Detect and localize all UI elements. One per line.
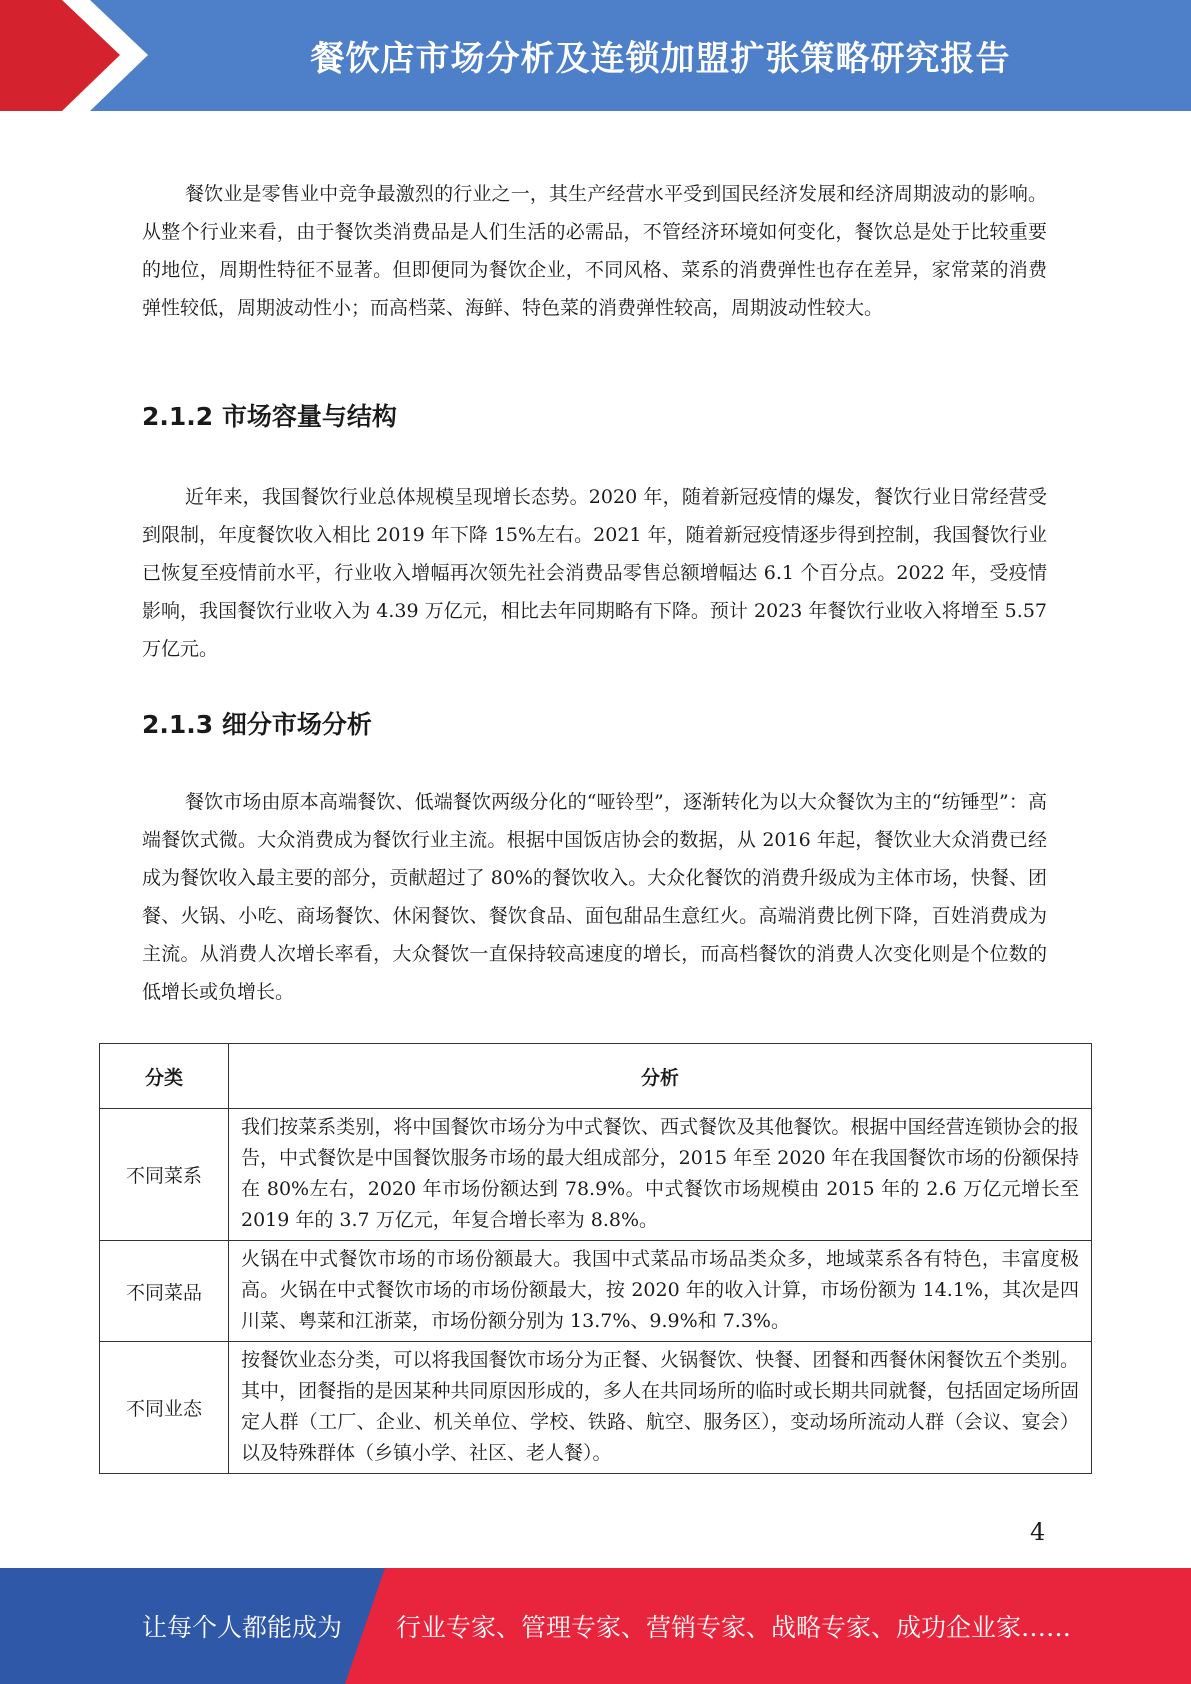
- table-cell-category: 不同业态: [100, 1342, 229, 1474]
- segment-analysis-paragraph: 餐饮市场由原本高端餐饮、低端餐饮两级分化的“哑铃型”，逐渐转化为以大众餐饮为主的“纺锤型”：高端餐饮式微。大众消费成为餐饮行业主流。根据中国饭店协会的数据，从 2016 年起，餐饮业大众消费已经成为餐饮收入最主要的部分，贡献超过了 80%的餐饮收入。大众化餐饮的消费升级成为主体市场，快餐、团餐、火锅、小吃、商场餐饮、休闲餐饮、餐饮食品、面包甜品生意红火。高端消费比例下降，百姓消费成为主流。从消费人次增长率看，大众餐饮一直保持较高速度的增长，而高档餐饮的消费人次变化则是个位数的低增长或负增长。: [142, 791, 1047, 1003]
- table-header-row: [100, 1044, 1092, 1109]
- table-cell-analysis: 我们按菜系类别，将中国餐饮市场分为中式餐饮、西式餐饮及其他餐饮。根据中国经营连锁协会的报告，中式餐饮是中国餐饮服务市场的最大组成部分，2015 年至 2020 年在我国餐饮市场的份额保持在 80%左右，2020 年市场份额达到 78.9%。中式餐饮市场规模由 2015 年的 2.6 万亿元增长至 2019 年的 3.7 万亿元，年复合增长率为 8.8%。: [229, 1109, 1092, 1241]
- report-title: 餐饮店市场分析及连锁加盟扩张策略研究报告: [310, 39, 1011, 79]
- market-size-paragraph: 近年来，我国餐饮行业总体规模呈现增长态势。2020 年，随着新冠疫情的爆发，餐饮行业日常经营受到限制，年度餐饮收入相比 2019 年下降 15%左右。2021 年，随着新冠疫情逐步得到控制，我国餐饮行业已恢复至疫情前水平，行业收入增幅再次领先社会消费品零售总额增幅达 6.1 个百分点。2022 年，受疫情影响，我国餐饮行业收入为 4.39 万亿元，相比去年同期略有下降。预计 2023 年餐饮行业收入将增至 5.57 万亿元。: [142, 486, 1047, 660]
- table-header-analysis: 分析: [229, 1044, 1092, 1109]
- page-footer: [0, 1568, 1191, 1684]
- table-cell-analysis: 按餐饮业态分类，可以将我国餐饮市场分为正餐、火锅餐饮、快餐、团餐和西餐休闲餐饮五个类别。其中，团餐指的是因某种共同原因形成的，多人在共同场所的临时或长期共同就餐，包括固定场所固定人群（工厂、企业、机关单位、学校、铁路、航空、服务区），变动场所流动人群（会议、宴会）以及特殊群体（乡镇小学、社区、老人餐）。: [229, 1342, 1092, 1474]
- table-cell-category: 不同菜品: [100, 1241, 229, 1342]
- section-heading-2-1-3: 2.1.3 细分市场分析: [142, 710, 372, 739]
- page-header: [0, 0, 1191, 111]
- page-number: 4: [1030, 1518, 1046, 1546]
- table-row: [100, 1109, 1092, 1241]
- chevron-logo-icon: [0, 0, 160, 111]
- table-header-category: 分类: [100, 1044, 229, 1109]
- footer-slogan-right: 行业专家、管理专家、营销专家、战略专家、成功企业家……: [396, 1613, 1072, 1642]
- footer-slogan-left: 让每个人都能成为: [142, 1613, 343, 1642]
- intro-paragraph: 餐饮业是零售业中竞争最激烈的行业之一，其生产经营水平受到国民经济发展和经济周期波动的影响。从整个行业来看，由于餐饮类消费品是人们生活的必需品，不管经济环境如何变化，餐饮总是处于比较重要的地位，周期性特征不显著。但即便同为餐饮企业，不同风格、菜系的消费弹性也存在差异，家常菜的消费弹性较低，周期波动性小；而高档菜、海鲜、特色菜的消费弹性较高，周期波动性较大。: [142, 183, 1047, 319]
- segment-analysis-table: [99, 1043, 1092, 1474]
- section-heading-2-1-2: 2.1.2 市场容量与结构: [142, 402, 397, 431]
- table-row: [100, 1241, 1092, 1342]
- table-cell-category: 不同菜系: [100, 1109, 229, 1241]
- table-row: [100, 1342, 1092, 1474]
- table-cell-analysis: 火锅在中式餐饮市场的市场份额最大。我国中式菜品市场品类众多，地域菜系各有特色，丰富度极高。火锅在中式餐饮市场的市场份额最大，按 2020 年的收入计算，市场份额为 14.1%，其次是四川菜、粤菜和江浙菜，市场份额分别为 13.7%、9.9%和 7.3%。: [229, 1241, 1092, 1342]
